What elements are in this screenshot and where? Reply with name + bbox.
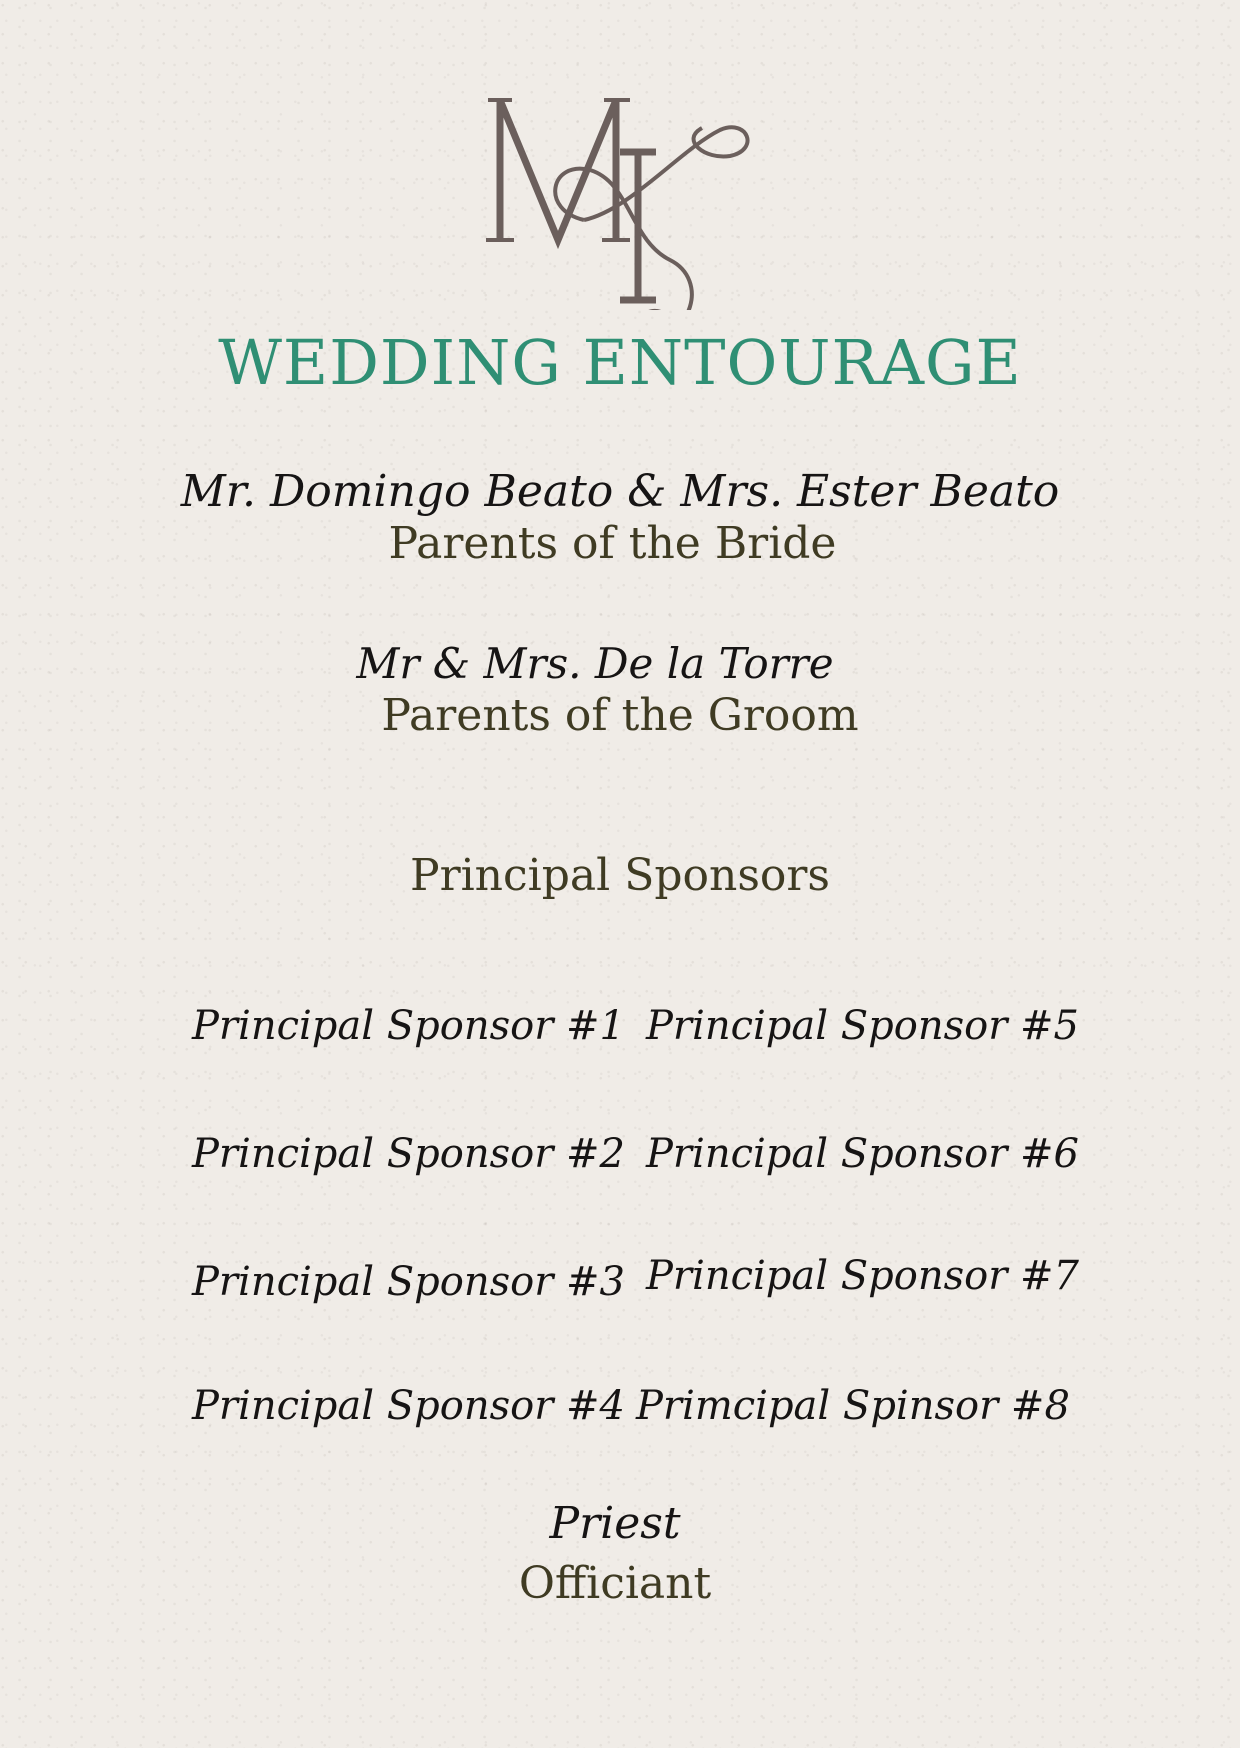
- page-title: WEDDING ENTOURAGE: [218, 326, 1022, 399]
- bride-parents-names: Mr. Domingo Beato & Mrs. Ester Beato: [180, 466, 1060, 517]
- sponsor-item: Principal Sponsor #3: [192, 1259, 626, 1305]
- monogram-logo: [480, 70, 760, 310]
- sponsor-item: Principal Sponsor #2: [192, 1131, 626, 1177]
- groom-parents-role: Parents of the Groom: [381, 690, 859, 741]
- sponsors-heading: Principal Sponsors: [409, 850, 831, 901]
- groom-parents-names: Mr & Mrs. De la Torre: [356, 639, 834, 688]
- sponsor-item: Primcipal Spinsor #8: [636, 1383, 1070, 1429]
- bride-parents-role: Parents of the Bride: [388, 518, 837, 569]
- officiant-role: Officiant: [518, 1558, 712, 1609]
- sponsor-item: Principal Sponsor #6: [646, 1131, 1080, 1177]
- sponsor-item: Principal Sponsor #7: [646, 1253, 1080, 1299]
- sponsor-item: Principal Sponsor #1: [192, 1003, 626, 1049]
- sponsor-item: Principal Sponsor #4: [192, 1383, 626, 1429]
- sponsor-item: Principal Sponsor #5: [646, 1003, 1080, 1049]
- officiant-name: Priest: [549, 1498, 681, 1549]
